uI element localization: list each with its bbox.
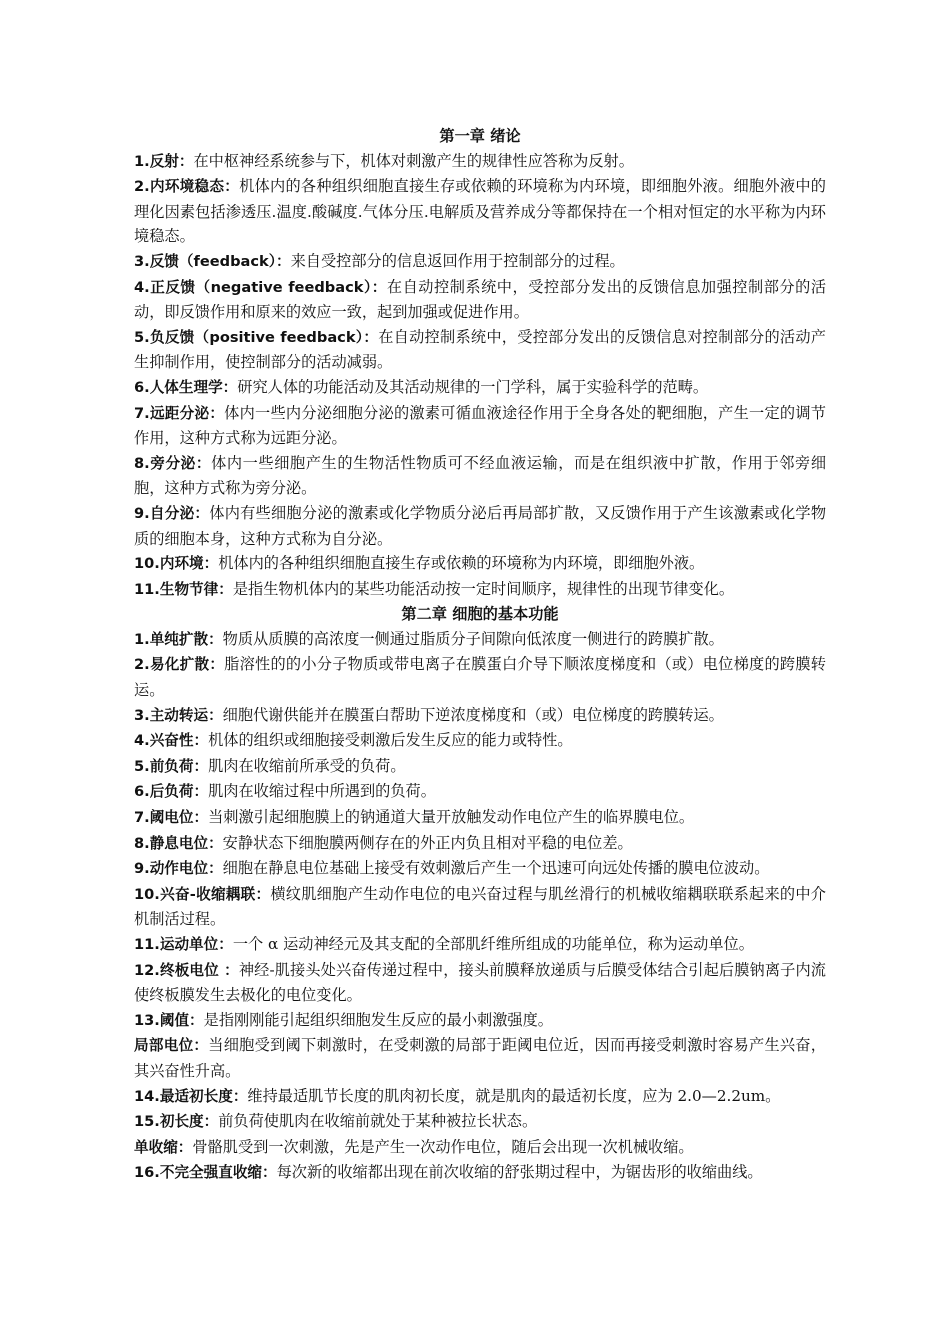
definition-text: 物质从质膜的高浓度一侧通过脂质分子间隙向低浓度一侧进行的跨膜扩散。	[222, 629, 724, 648]
definition-text: 肌肉在收缩前所承受的负荷。	[208, 756, 406, 775]
definition-term: 2.易化扩散：	[134, 656, 225, 674]
definition-term: 15.初长度：	[134, 1113, 219, 1131]
definition-term: 11.生物节律：	[134, 580, 233, 598]
definition-text: 每次新的收缩都出现在前次收缩的舒张期过程中，为锯齿形的收缩曲线。	[276, 1163, 763, 1182]
definition-entry	[134, 1135, 826, 1161]
definition-entry	[134, 1160, 826, 1186]
definition-entry	[134, 1008, 826, 1034]
chapter-1-title: 第一章 绪论	[439, 127, 521, 145]
definition-text: 是指刚刚能引起组织细胞发生反应的最小刺激强度。	[203, 1010, 553, 1029]
definition-entry	[134, 703, 826, 729]
definition-term: 9.动作电位：	[134, 860, 223, 878]
definition-entry	[134, 577, 826, 603]
definition-term: 5.负反馈（positive feedback）：	[134, 328, 379, 346]
definition-entry	[134, 932, 826, 958]
definition-text: 当细胞受到阈下刺激时，在受刺激的局部于距阈电位近，因而再接受刺激时容易产生兴奋，其兴奋性升高。	[134, 1036, 826, 1080]
definition-text: 是指生物机体内的某些功能活动按一定时间顺序，规律性的出现节律变化。	[232, 579, 735, 598]
definition-text: 脂溶性的的小分子物质或带电离子在膜蛋白介导下顺浓度梯度和（或）电位梯度的跨膜转运。	[134, 655, 826, 700]
definition-text: 体内一些内分泌细胞分泌的激素可循血液途径作用于全身各处的靶细胞，产生一定的调节作用，这种方式称为远距分泌。	[134, 403, 826, 448]
definition-term: 16.不完全强直收缩：	[134, 1164, 277, 1182]
definition-text: 细胞在静息电位基础上接受有效刺激后产生一个迅速可向远处传播的膜电位波动。	[222, 859, 770, 878]
definition-term: 11.运动单位：	[134, 936, 233, 953]
definition-term: 4.兴奋性：	[134, 732, 209, 750]
definition-entry	[134, 728, 826, 754]
definition-entry	[134, 451, 826, 501]
definition-term: 6.人体生理学：	[134, 378, 238, 396]
definition-entry	[134, 1084, 826, 1110]
definition-text: 在自动控制系统中，受控部分发出的反馈信息对控制部分的活动产生抑制作用，使控制部分的活动减弱。	[134, 327, 826, 372]
definition-term: 8.旁分泌：	[134, 454, 212, 472]
definition-entry	[134, 805, 826, 831]
definition-entry	[134, 375, 826, 401]
definition-term: 7.远距分泌：	[134, 404, 225, 422]
definition-term: 10.内环境：	[134, 555, 219, 573]
definition-term: 1.单纯扩散：	[134, 630, 223, 648]
definition-text: 机体的组织或细胞接受刺激后发生反应的能力或特性。	[208, 731, 573, 750]
definition-text: 安静状态下细胞膜两侧存在的外正内负且相对平稳的电位差。	[222, 833, 633, 852]
definition-term: 6.后负荷：	[134, 783, 209, 801]
definition-text: 体内有些细胞分泌的激素或化学物质分泌后再局部扩散，又反馈作用于产生该激素或化学物质的细胞本身，这种方式称为自分泌。	[134, 503, 827, 548]
definition-entry	[134, 174, 826, 249]
definition-term: 3.反馈（feedback）：	[134, 252, 291, 270]
definition-text: 维持最适肌节长度的肌肉初长度，就是肌肉的最适初长度，应为 2.0—2.2um。	[247, 1086, 781, 1105]
definition-term: 10.兴奋-收缩耦联：	[134, 885, 271, 903]
definition-text: 机体内的各种组织细胞直接生存或依赖的环境称为内环境，即细胞外液。	[218, 554, 705, 573]
definition-term: 4.正反馈（negative feedback）：	[134, 278, 387, 296]
definition-text: 体内一些细胞产生的生物活性物质可不经血液运输，而是在组织液中扩散，作用于邻旁细胞，这种方式称为旁分泌。	[134, 453, 827, 498]
definition-entry	[134, 551, 826, 577]
definition-text: 骨骼肌受到一次刺激，先是产生一次动作电位，随后会出现一次机械收缩。	[192, 1137, 694, 1156]
definition-entry	[134, 249, 826, 275]
definition-term: 9.自分泌：	[134, 504, 210, 522]
definition-entry	[134, 958, 826, 1008]
definition-term: 3.主动转运：	[134, 706, 223, 724]
definition-entry	[134, 325, 826, 375]
definition-text: 横纹肌细胞产生动作电位的电兴奋过程与肌丝滑行的机械收缩耦联联系起来的中介机制活过程。	[134, 884, 826, 929]
definition-entry	[134, 275, 826, 325]
definition-entry	[134, 1109, 826, 1135]
definition-text: 机体内的各种组织细胞直接生存或依赖的环境称为内环境，即细胞外液。细胞外液中的理化因素包括渗透压.温度.酸碱度.气体分压.电解质及营养成分等都保持在一个相对恒定的水平称为内环境稳态。	[134, 177, 826, 246]
definition-text: 前负荷使肌肉在收缩前就处于某种被拉长状态。	[218, 1112, 538, 1131]
definition-term: 7.阈电位：	[134, 809, 209, 827]
definition-entry	[134, 652, 826, 702]
definition-entry	[134, 149, 826, 175]
definition-term: 5.前负荷：	[134, 757, 209, 775]
definition-entry	[134, 882, 826, 932]
definition-term: 8.静息电位：	[134, 834, 223, 852]
definition-text: 在自动控制系统中，受控部分发出的反馈信息加强控制部分的活动，即反馈作用和原来的效应一致，起到加强或促进作用。	[134, 277, 827, 322]
definition-term: 单收缩：	[134, 1138, 193, 1156]
document-page	[134, 124, 826, 1186]
definition-term: 13.阈值：	[134, 1011, 204, 1029]
definition-text: 研究人体的功能活动及其活动规律的一门学科，属于实验科学的范畴。	[237, 377, 709, 396]
definition-entry	[134, 754, 826, 780]
definition-text: 在中枢神经系统参与下，机体对刺激产生的规律性应答称为反射。	[193, 151, 634, 170]
definition-entry	[134, 501, 826, 551]
definition-entry	[134, 856, 826, 882]
definition-term: 局部电位：	[134, 1037, 209, 1055]
definition-text: 肌肉在收缩过程中所遇到的负荷。	[208, 782, 436, 801]
definition-entry	[134, 627, 826, 653]
definition-term: 1.反射：	[134, 152, 194, 170]
definition-entry	[134, 401, 826, 451]
definition-term: 2.内环境稳态：	[134, 178, 240, 196]
definition-text: 一个 α 运动神经元及其支配的全部肌纤维所组成的功能单位，称为运动单位。	[232, 935, 754, 953]
definition-term: 12.终板电位 ：	[134, 961, 239, 979]
definition-entry	[134, 1033, 826, 1083]
definition-text: 当刺激引起细胞膜上的钠通道大量开放触发动作电位产生的临界膜电位。	[208, 808, 695, 827]
definition-entry	[134, 779, 826, 805]
definition-term: 14.最适初长度：	[134, 1087, 248, 1105]
chapter-2-title: 第二章 细胞的基本功能	[401, 605, 559, 624]
definition-text: 细胞代谢供能并在膜蛋白帮助下逆浓度梯度和（或）电位梯度的跨膜转运。	[222, 705, 724, 724]
definition-entry	[134, 831, 826, 857]
definition-text: 神经-肌接头处兴奋传递过程中，接头前膜释放递质与后膜受体结合引起后膜钠离子内流使终板膜发生去极化的电位变化。	[134, 960, 826, 1005]
definition-text: 来自受控部分的信息返回作用于控制部分的过程。	[290, 251, 625, 270]
